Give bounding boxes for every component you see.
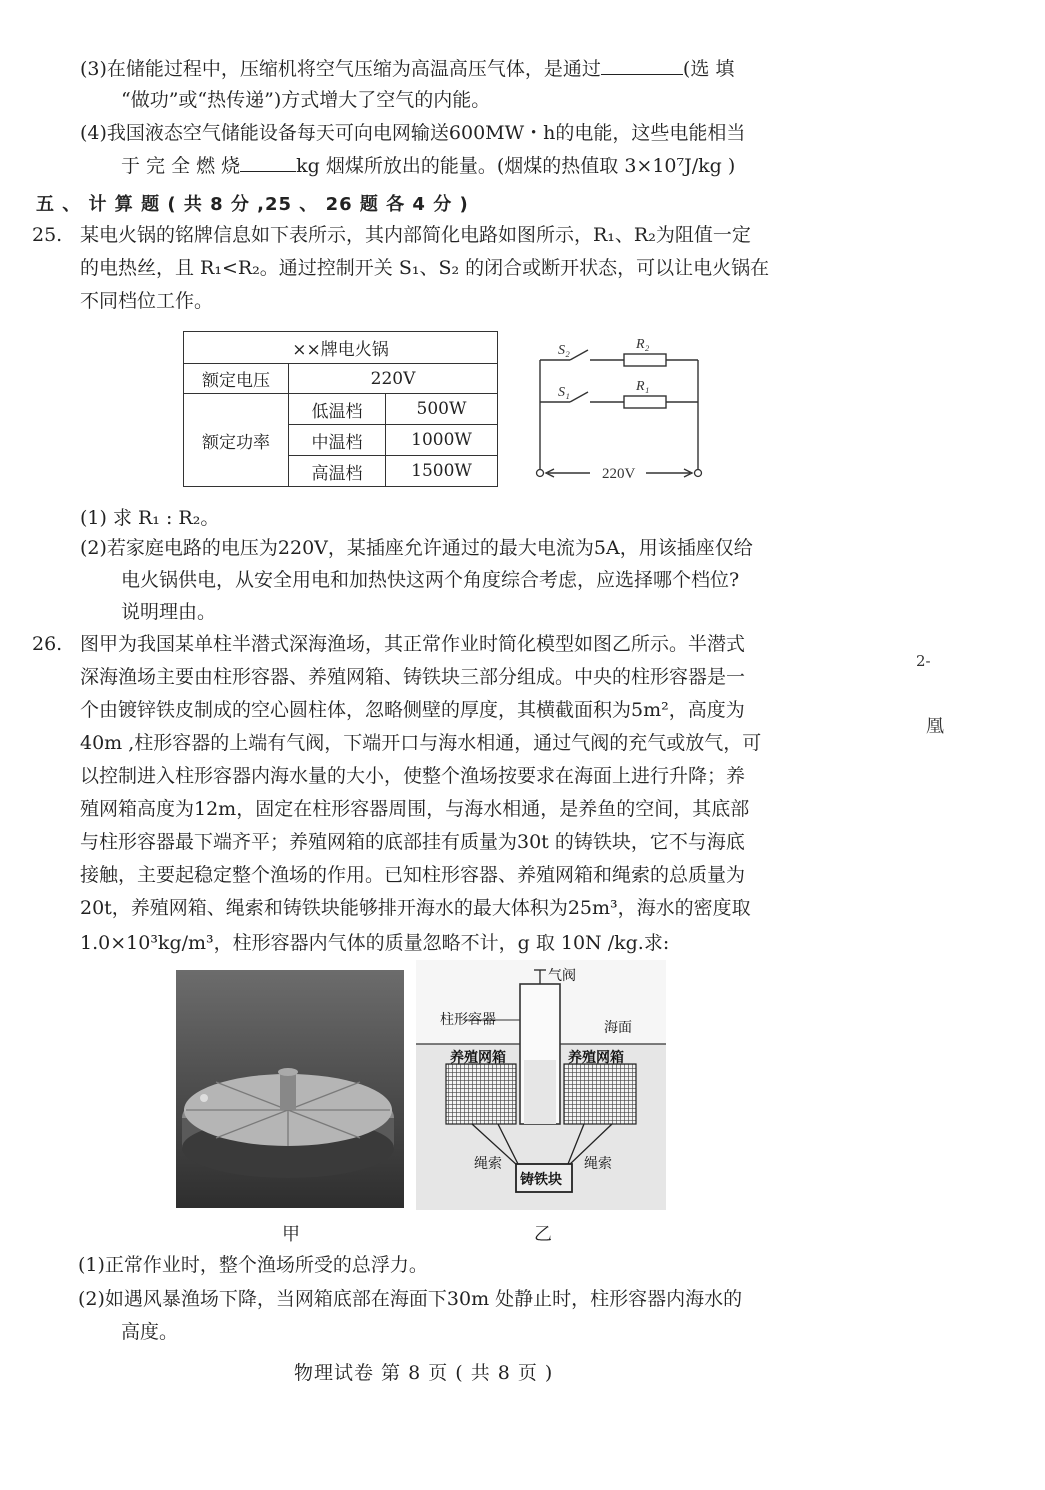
terminal: [537, 470, 544, 477]
q26-line: 接触，主要起稳定整个渔场的作用。已知柱形容器、养殖网箱和绳索的总质量为: [80, 864, 746, 886]
resistor-r1: [624, 396, 666, 408]
q25-line: 不同档位工作。: [80, 290, 214, 312]
label-r2: R₂: [636, 337, 650, 352]
table-cell: 高温档: [289, 456, 386, 487]
label-rope-right: 绳索: [584, 1156, 612, 1172]
fish-farm-photo: [176, 970, 404, 1208]
q24-part4-line1: (4)我国液态空气储能设备每天可向电网输送600MW・h的电能，这些电能相当: [80, 122, 746, 144]
q26-line: 个由镀锌铁皮制成的空心圆柱体，忽略侧壁的厚度，其横截面积为5m²，高度为: [80, 699, 745, 721]
q26-line: 与柱形容器最下端齐平；养殖网箱的底部挂有质量为30t 的铸铁块，它不与海底: [80, 831, 745, 853]
q25-sub2: (2)若家庭电路的电压为220V，某插座允许通过的最大电流为5A，用该插座仅给: [80, 537, 753, 559]
q26-line: 40m ,柱形容器的上端有气阀，下端开口与海水相通，通过气阀的充气或放气，可: [80, 732, 762, 754]
circuit-diagram: [528, 330, 713, 490]
label-s2: S₂: [558, 343, 570, 358]
label-voltage: 220V: [602, 466, 636, 482]
section-heading: 五 、 计 算 题 ( 共 8 分 ,25 、 26 题 各 4 分 ): [36, 194, 469, 215]
q24-part4-line2: 于 完 全 燃 烧 kg 烟煤所放出的能量。(烟煤的热值取 3×10⁷J/kg ): [121, 155, 736, 177]
label-iron: 铸铁块: [520, 1172, 562, 1188]
q25-sub2: 说明理由。: [121, 601, 217, 623]
q24-part3-line1: (3)在储能过程中，压缩机将空气压缩为高温高压气体，是通过 (选 填: [80, 58, 735, 80]
table-cell: 中温档: [289, 425, 386, 456]
q26-line: 以控制进入柱形容器内海水量的大小，使整个渔场按要求在海面上进行升降；养: [80, 765, 746, 787]
switch-s1: [570, 392, 588, 402]
q24-part3-line2: “做功”或“热传递”)方式增大了空气的内能。: [121, 89, 491, 111]
fish-farm-model-diagram: [416, 960, 666, 1210]
q26-line: 图甲为我国某单柱半潜式深海渔场，其正常作业时简化模型如图乙所示。半潜式: [80, 633, 746, 655]
table-cell: 额定电压: [184, 364, 289, 394]
label-r1: R₁: [636, 379, 650, 394]
q26-line: 20t，养殖网箱、绳索和铸铁块能够排开海水的最大体积为25m³，海水的密度取: [80, 897, 751, 919]
q26-line: 1.0×10³kg/m³，柱形容器内气体的质量忽略不计，g 取 10N /kg.求:: [80, 932, 670, 954]
answer-blank[interactable]: [240, 153, 296, 172]
label-container: 柱形容器: [440, 1012, 496, 1028]
q26-line: 殖网箱高度为12m，固定在柱形容器周围，与海水相通，是养鱼的空间，其底部: [80, 798, 750, 820]
table-title: ××牌电火锅: [184, 332, 498, 364]
q25-line: 某电火锅的铭牌信息如下表所示，其内部简化电路如图所示，R₁、R₂为阻值一定: [80, 224, 751, 246]
label-net-left: 养殖网箱: [450, 1050, 506, 1066]
label-net-right: 养殖网箱: [568, 1050, 624, 1066]
q25-sub1: (1) 求 R₁ : R₂。: [80, 507, 220, 529]
label-s1: S₁: [558, 385, 570, 400]
q26-line: 深海渔场主要由柱形容器、养殖网箱、铸铁块三部分组成。中央的柱形容器是一: [80, 666, 746, 688]
page-footer: 物理试卷 第 8 页 ( 共 8 页 ): [294, 1362, 554, 1384]
answer-blank[interactable]: [601, 56, 683, 75]
q25-sub2: 电火锅供电，从安全用电和加热快这两个角度综合考虑，应选择哪个档位?: [121, 569, 740, 591]
q25-line: 的电热丝，且 R₁<R₂。通过控制开关 S₁、S₂ 的闭合或断开状态，可以让电火锅在: [80, 257, 770, 279]
margin-mark: 2-: [916, 652, 931, 670]
label-valve: 气阀: [548, 968, 576, 984]
q25-number: 25.: [32, 224, 63, 246]
table-cell: 低温档: [289, 394, 386, 425]
nameplate-table: [183, 331, 498, 487]
table-cell: 500W: [386, 394, 498, 425]
terminal: [695, 470, 702, 477]
table-cell: 额定功率: [184, 394, 289, 487]
fish-farm-photo-drawing: [176, 970, 404, 1208]
container-sea-water: [524, 1060, 556, 1124]
net-left: [446, 1064, 516, 1124]
table-cell: 1500W: [386, 456, 498, 487]
table-cell: 220V: [289, 364, 498, 394]
label-sea-surface: 海面: [604, 1020, 632, 1036]
label-rope-left: 绳索: [474, 1156, 502, 1172]
switch-s2: [570, 350, 588, 360]
q26-number: 26.: [32, 633, 63, 655]
q26-sub2: 高度。: [121, 1321, 179, 1343]
caption-yi: 乙: [534, 1224, 552, 1245]
net-right: [564, 1064, 636, 1124]
margin-mark: 凰: [926, 716, 944, 737]
q26-sub1: (1)正常作业时，整个渔场所受的总浮力。: [78, 1254, 428, 1276]
caption-jia: 甲: [282, 1224, 300, 1245]
table-cell: 1000W: [386, 425, 498, 456]
q26-sub2: (2)如遇风暴渔场下降，当网箱底部在海面下30m 处静止时，柱形容器内海水的: [78, 1288, 743, 1310]
resistor-r2: [624, 354, 666, 366]
